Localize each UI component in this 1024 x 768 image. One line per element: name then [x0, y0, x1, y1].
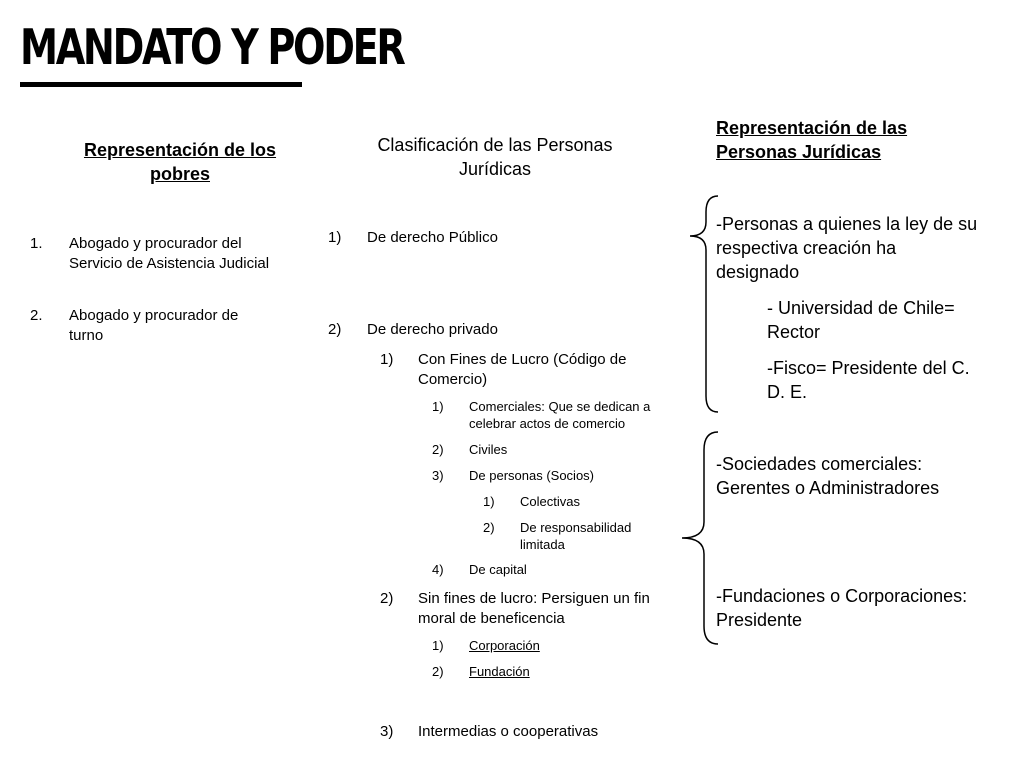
item-number: 1): [432, 399, 444, 414]
page-title: MANDATO Y PODER: [20, 19, 404, 76]
item-number: 3): [432, 468, 444, 483]
brace-bottom: [682, 432, 718, 644]
right-text-universidad: - Universidad de Chile= Rector: [767, 298, 955, 342]
item-text: Intermedias o cooperativas: [418, 723, 599, 740]
item-number: 2): [432, 442, 444, 457]
middle-heading: Clasificación de las Personas Jurídicas: [377, 135, 613, 179]
item-text: Con Fines de Lucro (Código de Comercio): [418, 351, 627, 388]
item-text: De derecho Público: [367, 229, 498, 246]
item-text: Abogado y procurador de turno: [69, 307, 239, 344]
item-text: De personas (Socios): [469, 468, 594, 483]
left-heading: Representación de los pobres: [83, 140, 277, 184]
item-number: 2): [483, 520, 495, 535]
item-text: De capital: [469, 562, 527, 577]
item-text: Colectivas: [520, 494, 580, 509]
item-number: 2): [380, 590, 394, 607]
item-text: Civiles: [469, 442, 508, 457]
right-text-publicas: -Personas a quienes la ley de su respectiva creación ha designado: [716, 214, 978, 282]
item-text: De derecho privado: [367, 321, 498, 338]
brace-top: [690, 196, 718, 412]
item-number: 1.: [30, 235, 43, 252]
right-text-sociedades: -Sociedades comerciales: Gerentes o Administradores: [716, 454, 940, 498]
item-number: 1): [432, 638, 444, 653]
item-text: Sin fines de lucro: Persiguen un fin moral de beneficencia: [418, 590, 650, 627]
right-heading: Representación de las Personas Jurídicas: [716, 118, 908, 162]
item-text: De responsabilidad limitada: [520, 520, 632, 552]
item-number: 3): [380, 723, 394, 740]
item-text: Abogado y procurador del Servicio de Asistencia Judicial: [69, 235, 270, 272]
item-number: 4): [432, 562, 444, 577]
item-number: 1): [328, 229, 342, 246]
item-number: 1): [483, 494, 495, 509]
item-text: Corporación: [469, 638, 540, 653]
item-number: 1): [380, 351, 394, 368]
item-number: 2): [432, 664, 444, 679]
right-text-fundaciones: -Fundaciones o Corporaciones: Presidente: [716, 586, 968, 630]
item-number: 2): [328, 321, 342, 338]
item-text: Fundación: [469, 664, 530, 679]
item-number: 2.: [30, 307, 43, 324]
item-text: Comerciales: Que se dedican a celebrar actos de comercio: [469, 399, 651, 431]
right-text-fisco: -Fisco= Presidente del C. D. E.: [767, 358, 970, 402]
